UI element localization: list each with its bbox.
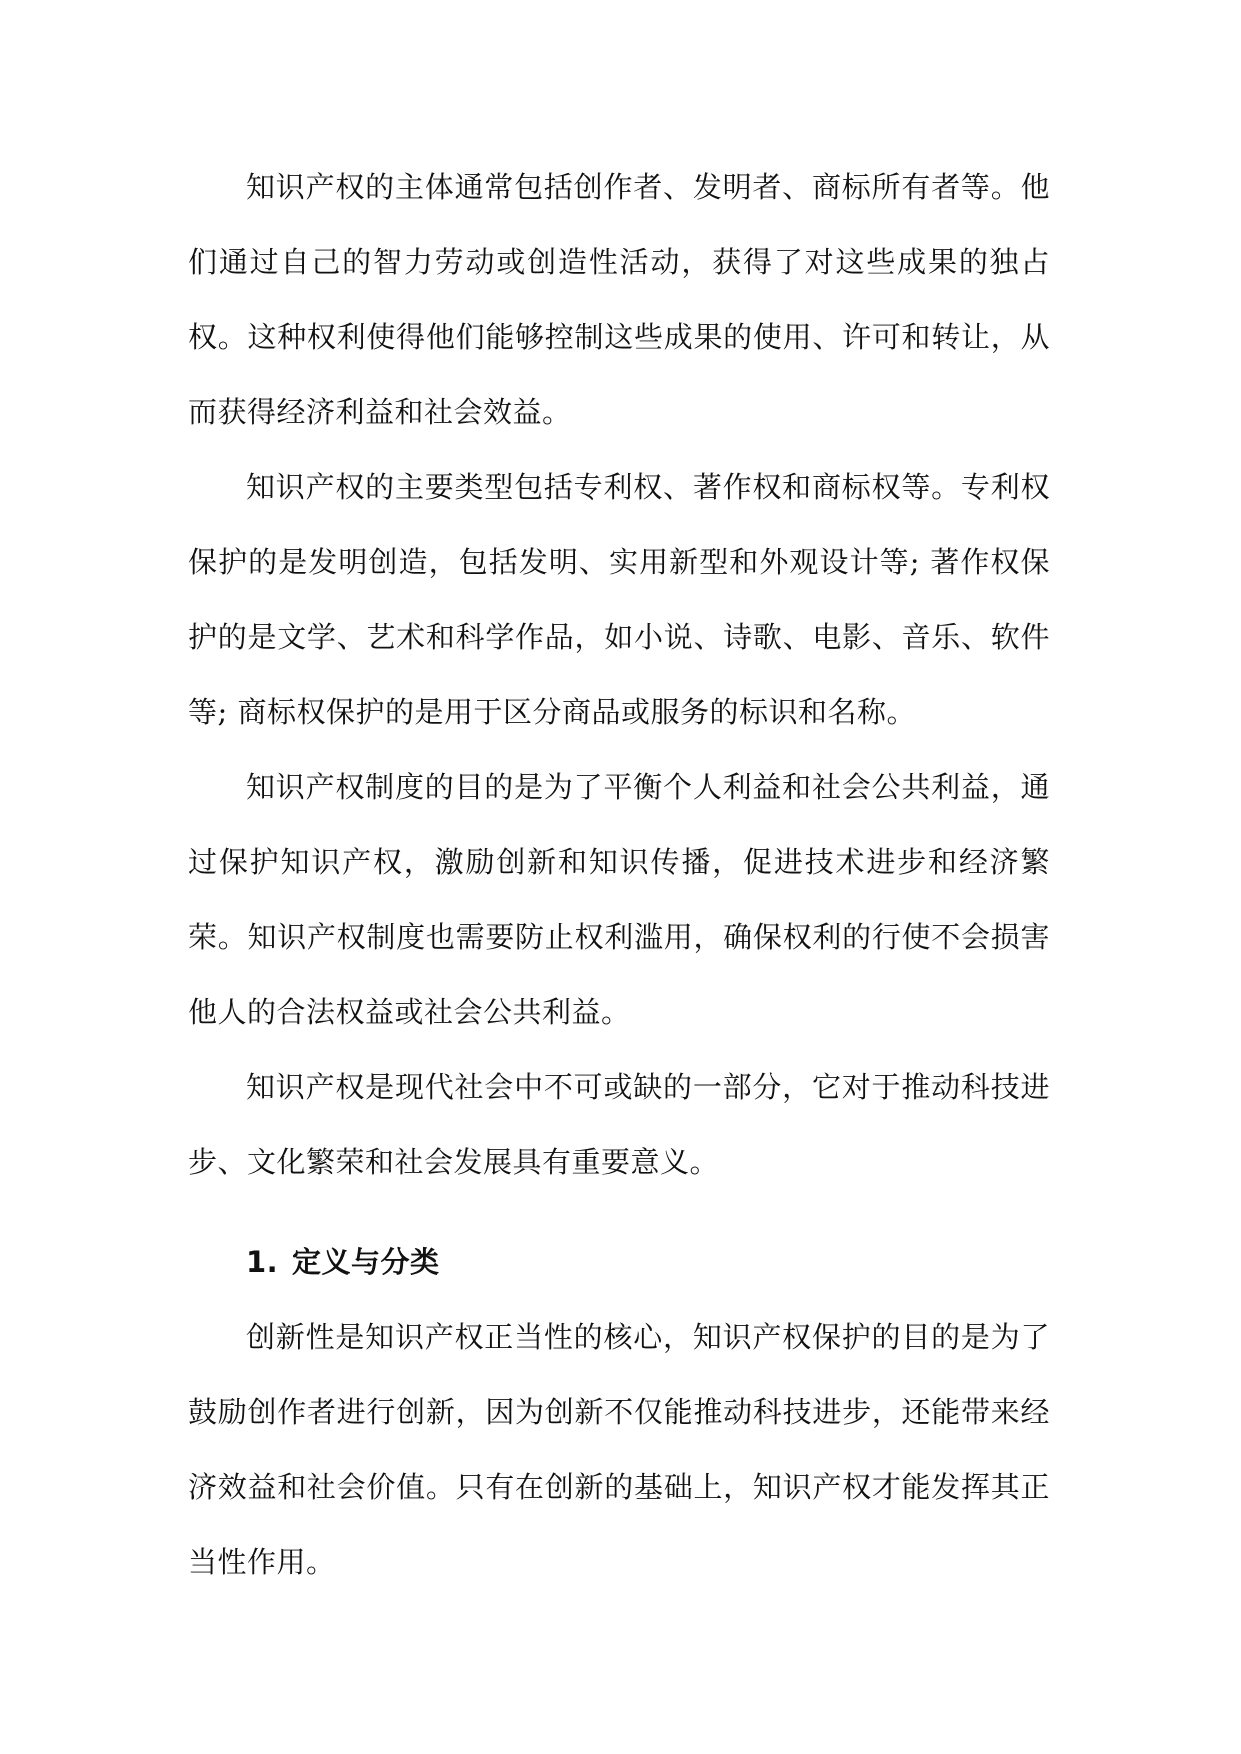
paragraph-ip-subjects: 知识产权的主体通常包括创作者、发明者、商标所有者等。他们通过自己的智力劳动或创造性活动，获得了对这些成果的独占权。这种权利使得他们能够控制这些成果的使用、许可和转让，从而获得经济利益和社会效益。: [188, 170, 1050, 429]
document-body: [188, 150, 1050, 1600]
section-number: 1.: [246, 1245, 279, 1279]
section-heading: [246, 1225, 1050, 1300]
paragraph-ip-system-purpose: 知识产权制度的目的是为了平衡个人利益和社会公共利益，通过保护知识产权，激励创新和知识传播，促进技术进步和经济繁荣。知识产权制度也需要防止权利滥用，确保权利的行使不会损害他人的合法权益或社会公共利益。: [188, 770, 1050, 1029]
paragraph-ip-significance: 知识产权是现代社会中不可或缺的一部分，它对于推动科技进步、文化繁荣和社会发展具有重要意义。: [188, 1070, 1050, 1179]
paragraph-innovation-core: 创新性是知识产权正当性的核心，知识产权保护的目的是为了鼓励创作者进行创新，因为创新不仅能推动科技进步，还能带来经济效益和社会价值。只有在创新的基础上，知识产权才能发挥其正当性作用。: [188, 1320, 1050, 1579]
section-title: 定义与分类: [292, 1245, 440, 1279]
paragraph-ip-types: 知识产权的主要类型包括专利权、著作权和商标权等。专利权保护的是发明创造，包括发明、实用新型和外观设计等; 著作权保护的是文学、艺术和科学作品，如小说、诗歌、电影、音乐、软件等; 商标权保护的是用于区分商品或服务的标识和名称。: [188, 470, 1050, 729]
